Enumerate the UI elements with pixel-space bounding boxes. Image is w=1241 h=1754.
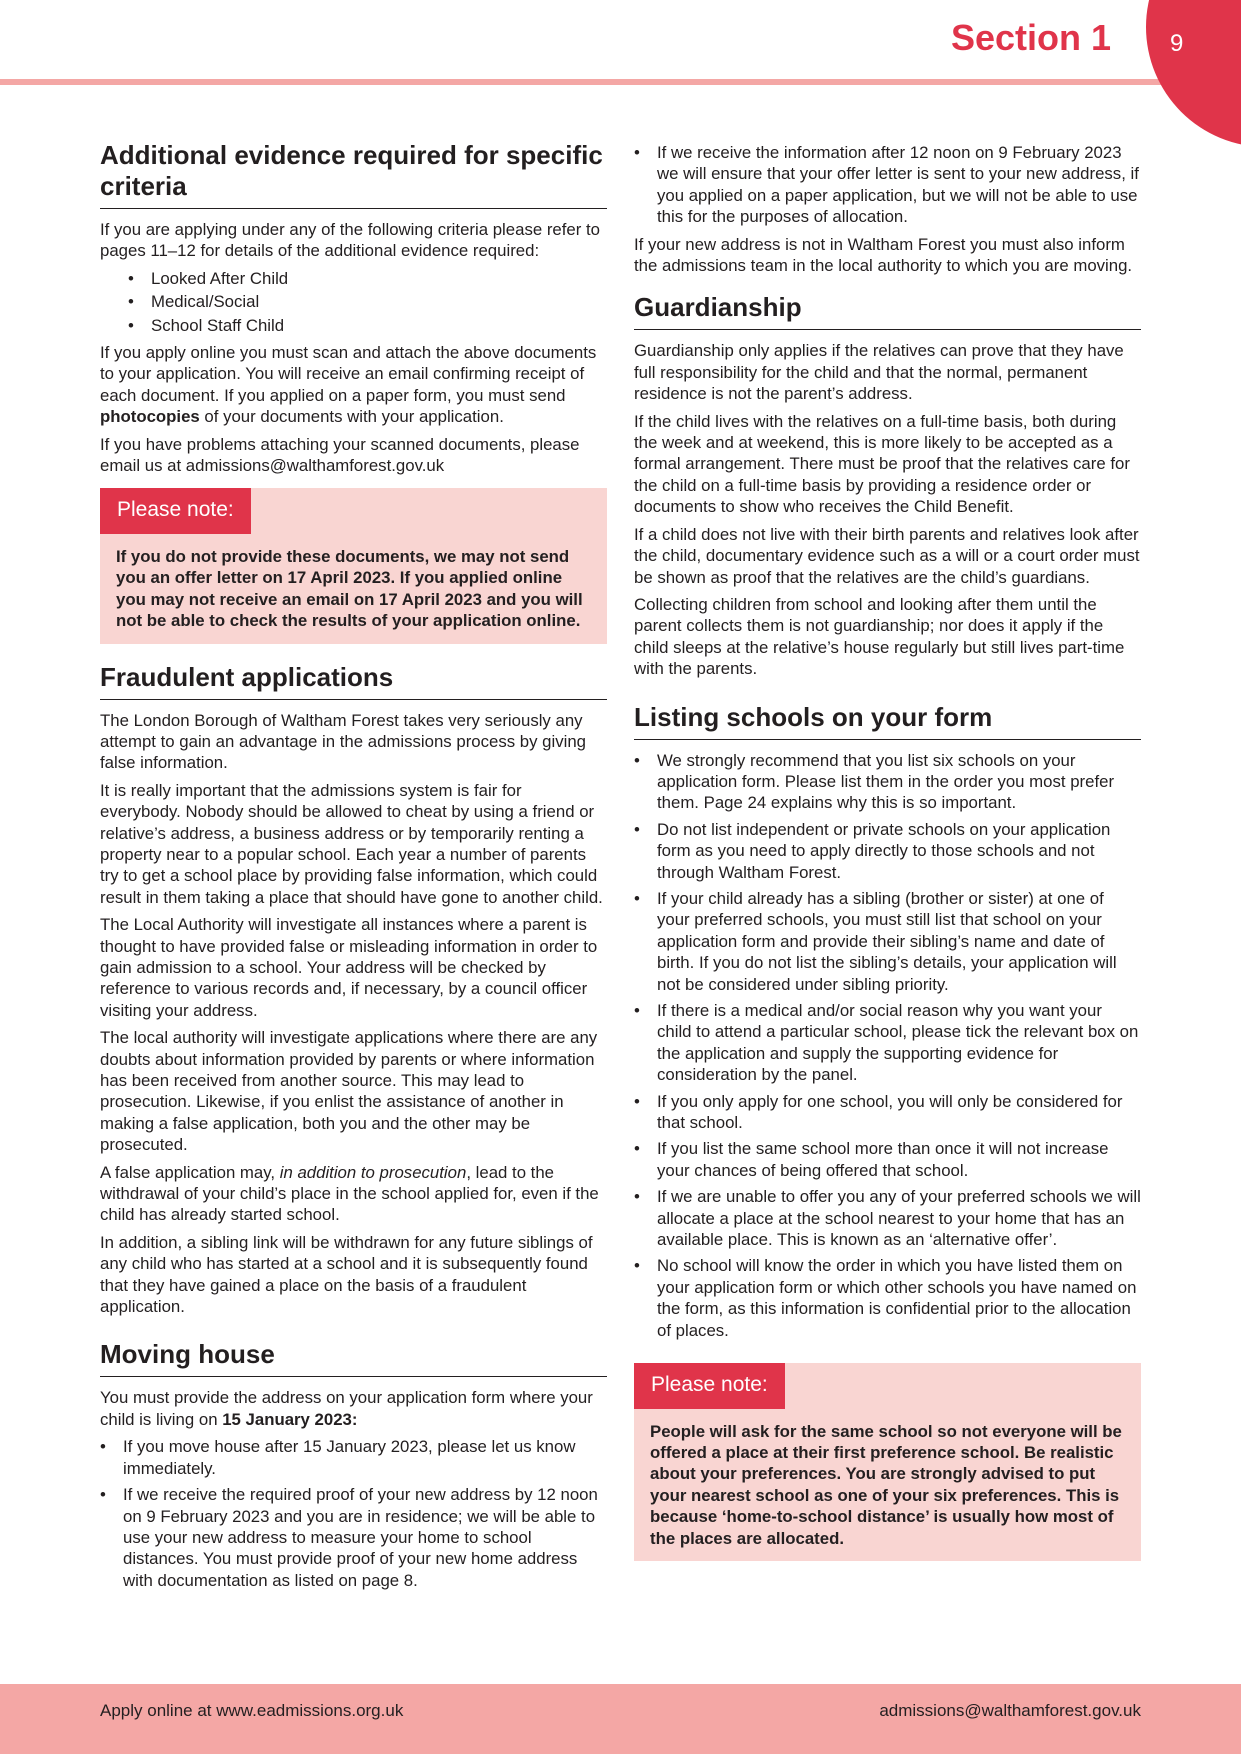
- footer-website: Apply online at www.eadmissions.org.uk: [100, 1701, 404, 1720]
- fraudulent-p5-a: A false application may,: [100, 1162, 280, 1182]
- listing-heading: Listing schools on your form: [634, 702, 1141, 740]
- note-label: Please note:: [100, 488, 251, 533]
- guardianship-heading: Guardianship: [634, 292, 1141, 330]
- criteria-list: [100, 268, 607, 336]
- online-text-b: of your documents with your application.: [199, 407, 504, 427]
- guardianship-p4: Collecting children from school and looking after them until the parent collects them is not guardianship; nor does it apply if the child sleeps at the relative’s house regularly but still lives part-time with the parents.: [634, 594, 1125, 679]
- list-item: • If we receive the information after 12 noon on 9 February 2023 we will ensure that your offer letter is sent to your new address, if you applied on a paper application, but we will not be able to use this for the purposes of allocation.: [634, 142, 1141, 228]
- listing-list: [634, 750, 1141, 1342]
- list-item: • If you list the same school more than once it will not increase your chances of being offered that school.: [634, 1138, 1141, 1181]
- moving-heading: Moving house: [100, 1339, 607, 1377]
- problems-text: If you have problems attaching your scanned documents, please email us at admissions@walthamforest.gov.uk: [100, 434, 580, 476]
- fraudulent-heading: Fraudulent applications: [100, 662, 607, 700]
- footer-email: admissions@walthamforest.gov.uk: [879, 1701, 1141, 1720]
- list-item: • Do not list independent or private schools on your application form as you need to apply directly to those schools and not through Waltham Forest.: [634, 819, 1141, 883]
- list-item: • Medical/Social: [100, 291, 607, 312]
- additional-evidence-intro: If you are applying under any of the following criteria please refer to pages 11–12 for details of the additional evidence required:: [100, 220, 600, 261]
- list-item: • If we are unable to offer you any of your preferred schools we will allocate a place at the school nearest to your home that has an available place. This is known as an ‘alternative offer’.: [634, 1186, 1141, 1250]
- list-item: • We strongly recommend that you list six schools on your application form. Please list them in the order you most prefer them. Page 24 explains why this is so important.: [634, 750, 1141, 814]
- list-item: • If there is a medical and/or social reason why you want your child to attend a particular school, please tick the relevant box on the application and supply the supporting evidence for consideration by the panel.: [634, 1000, 1141, 1086]
- note-box: [100, 488, 607, 643]
- guardianship-p2: If the child lives with the relatives on a full-time basis, both during the week and at weekend, this is more likely to be accepted as a formal arrangement. There must be proof that the relatives care for the child on a full-time basis by providing a residence order or documents to show who receives the Child Benefit.: [634, 411, 1130, 517]
- moving-intro: [100, 1387, 607, 1430]
- header-rule: [0, 79, 1241, 85]
- moving-list: [100, 1436, 607, 1591]
- list-item: • No school will know the order in which you have listed them on your application form or which other schools you have named on the form, as this information is confidential prior to the allocation of places.: [634, 1255, 1141, 1341]
- moving-outside-text: If your new address is not in Waltham Forest you must also inform the admissions team in the local authority to which you are moving.: [634, 234, 1133, 276]
- right-column: [634, 142, 1141, 1579]
- list-item: • If you move house after 15 January 2023, please let us know immediately.: [100, 1436, 607, 1479]
- left-column: [100, 140, 607, 1597]
- fraudulent-p6: In addition, a sibling link will be withdrawn for any future siblings of any child who has started at a school and it is subsequently found that they have gained a place on the basis of a fraudulent application.: [100, 1232, 593, 1317]
- online-instructions: [100, 342, 607, 428]
- guardianship-p3: If a child does not live with their birth parents and relatives look after the child, documentary evidence such as a will or a court order must be shown as proof that the relatives are the child’s guardians.: [634, 524, 1140, 587]
- moving-intro-bold: 15 January 2023:: [222, 1409, 358, 1429]
- fraudulent-p1: The London Borough of Waltham Forest takes very seriously any attempt to gain an advantage in the admissions process by giving false information.: [100, 710, 587, 773]
- list-item: • If we receive the required proof of your new address by 12 noon on 9 February 2023 and you are in residence; we will be able to use your new address to measure your home to school distances. You must provide proof of your new home address with documentation as listed on page 8.: [100, 1484, 607, 1591]
- page-number-badge: [1146, 0, 1241, 147]
- fraudulent-p5-b: , lead to the withdrawal of your child’s place in the school applied for, even if the child has already started school.: [100, 1162, 599, 1225]
- note-box: [634, 1363, 1141, 1561]
- section-title: Section 1: [950, 17, 1111, 58]
- note-text: If you do not provide these documents, we may not send you an offer letter on 17 April 2023. If you applied online you may not receive an email on 17 April 2023 and you will not be able to check the results of your application online.: [116, 546, 583, 631]
- guardianship-p1: Guardianship only applies if the relatives can prove that they have full responsibility for the child and that the normal, permanent residence is not the parent’s address.: [634, 341, 1124, 404]
- moving-list-continued: [634, 142, 1141, 228]
- moving-intro-a: You must provide the address on your application form where your child is living on: [100, 1388, 593, 1429]
- list-item: • School Staff Child: [100, 315, 607, 336]
- page-number: 9: [1170, 30, 1184, 57]
- note-text: People will ask for the same school so not everyone will be offered a place at their first preference school. Be realistic about your preferences. You are strongly advised to put your nearest school as one of your six preferences. This is because ‘home-to-school distance’ is usually how most of the places are allocated.: [650, 1421, 1122, 1548]
- list-item: • If your child already has a sibling (brother or sister) at one of your preferred schools, you must still list that school on your application form and provide their sibling’s name and date of birth. If you do not list the sibling’s details, your application will not be considered under sibling priority.: [634, 888, 1141, 995]
- footer-bar: [0, 1684, 1241, 1754]
- fraudulent-p4: The local authority will investigate applications where there are any doubts about information provided by parents or where information has been received from another source. This may lead to prosecution. Likewise, if you enlist the assistance of another in making a false application, both you and the other may be prosecuted.: [100, 1028, 598, 1155]
- online-text-bold: photocopies: [100, 407, 200, 427]
- fraudulent-p2: It is really important that the admissions system is fair for everybody. Nobody should be allowed to cheat by using a friend or relative’s address, a business address or by temporarily renting a property near to a popular school. Each year a number of parents try to get a school place by providing false information, which could result in them taking a place that should have gone to another child.: [100, 780, 603, 907]
- online-text-a: If you apply online you must scan and attach the above documents to your application. You will receive an email confirming receipt of each document. If you applied on a paper form, you must send: [100, 343, 597, 405]
- fraudulent-p3: The Local Authority will investigate all instances where a parent is thought to have provided false or misleading information in order to gain admission to a school. Your address will be checked by reference to various records and, if necessary, by a council officer visiting your address.: [100, 915, 598, 1020]
- additional-evidence-heading: Additional evidence required for specific criteria: [100, 140, 607, 209]
- list-item: • If you only apply for one school, you will only be considered for that school.: [634, 1091, 1141, 1134]
- note-label: Please note:: [634, 1363, 785, 1408]
- fraudulent-p5: [100, 1162, 607, 1226]
- list-item: • Looked After Child: [100, 268, 607, 289]
- fraudulent-p5-italic: in addition to prosecution: [279, 1162, 467, 1182]
